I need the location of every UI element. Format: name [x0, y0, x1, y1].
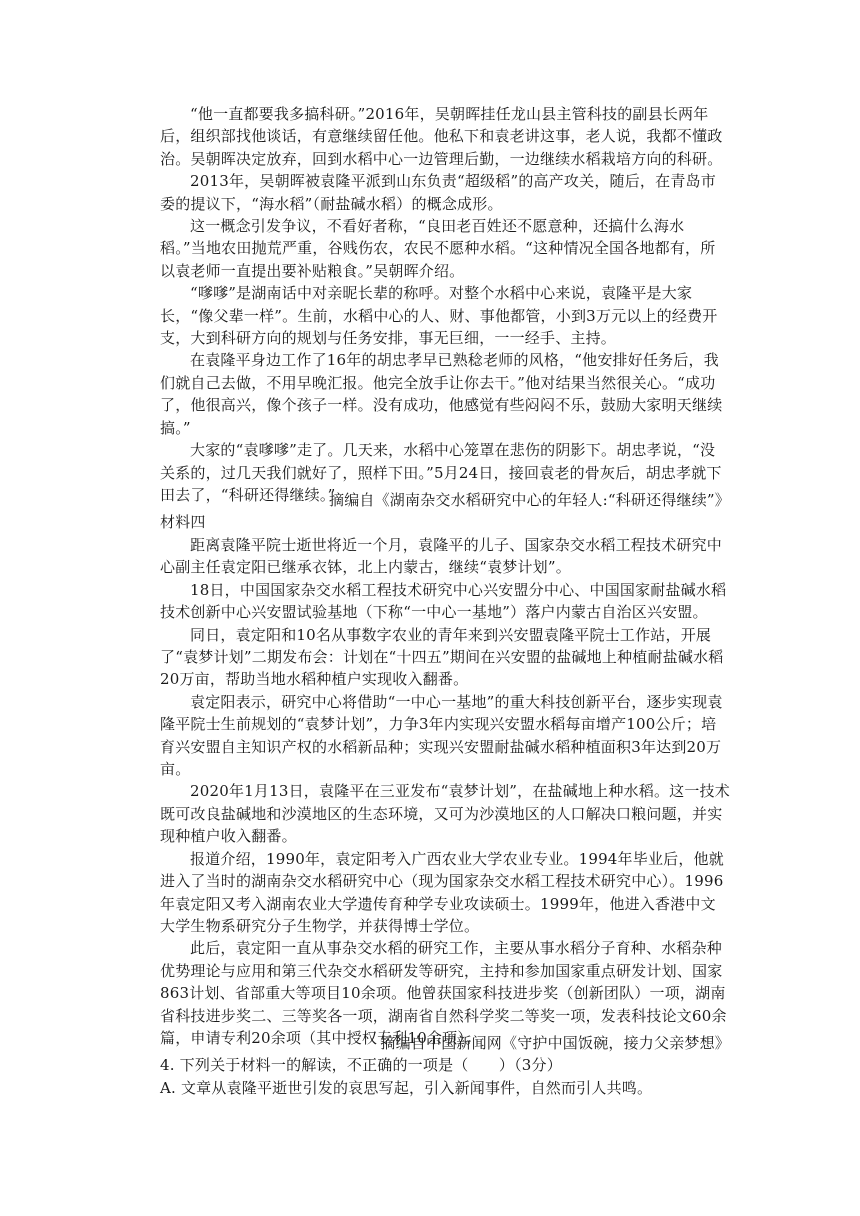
- paragraph: 报道介绍，1990年，袁定阳考入广西农业大学农业专业。1994年毕业后，他就进入了当时的湖南杂交水稻研究中心（现为国家杂交水稻工程技术研究中心）。1996年袁定阳又考入湖南农业大学遗传育种学专业攻读硕士。1999年，他进入香港中文大学生物系研究分子生物学，并获得博士学位。: [160, 849, 724, 935]
- paragraph: 大家的“袁嗲嗲”走了。几天来，水稻中心笼罩在悲伤的阴影下。胡忠孝说，“没关系的，过几天我们就好了，照样下田。”5月24日，接回袁老的骨灰后，胡忠孝就下田去了，“科研还得继续。”: [160, 441, 722, 504]
- material-three-section: [160, 103, 730, 506]
- answer-option-a: A. 文章从袁隆平逝世引发的哀思写起，引入新闻事件，自然而引人共鸣。: [160, 1078, 653, 1097]
- paragraph: “嗲嗲”是湖南话中对亲昵长辈的称呼。对整个水稻中心来说，袁隆平是大家长，“像父辈一样”。生前，水稻中心的人、财、事他都管，小到3万元以上的经费开支，大到科研方向的规划与任务安排，事无巨细，一一经手、主持。: [160, 284, 718, 348]
- material-four-section: [160, 534, 730, 1049]
- paragraph: 在袁隆平身边工作了16年的胡忠孝早已熟稔老师的风格，“他安排好任务后，我们就自己去做，不用早晚汇报。他完全放手让你去干。”他对结果当然很关心。“成功了，他很高兴，像个孩子一样。没有成功，他感觉有些闷闷不乐，鼓励大家明天继续搞。”: [160, 351, 723, 437]
- paragraph: 距离袁隆平院士逝世将近一个月，袁隆平的儿子、国家杂交水稻工程技术研究中心副主任袁定阳已继承衣钵，北上内蒙古，继续“袁梦计划”。: [160, 536, 723, 577]
- paragraph: 2013年，吴朝晖被袁隆平派到山东负责“超级稻”的高产攻关，随后，在青岛市委的提议下，“海水稻”（耐盐碱水稻）的概念成形。: [160, 172, 716, 213]
- material-heading: 材料四: [160, 513, 206, 532]
- paragraph: 同日，袁定阳和10名从事数字农业的青年来到兴安盟袁隆平院士工作站，开展了“袁梦计划”二期发布会：计划在“十四五”期间在兴安盟的盐碱地上种植耐盐碱水稻20万亩，帮助当地水稻种植户实现收入翻番。: [160, 625, 724, 689]
- question-stem: 4. 下列关于材料一的解读，不正确的一项是（ ）（3分）: [160, 1056, 562, 1075]
- paragraph: 18日，中国国家杂交水稻工程技术研究中心兴安盟分中心、中国国家耐盐碱水稻技术创新中心兴安盟试验基地（下称“一中心一基地”）落户内蒙古自治区兴安盟。: [160, 580, 727, 622]
- source-citation: 摘编自中国新闻网《守护中国饭碗，接力父亲梦想》: [380, 1034, 730, 1052]
- paragraph: 2020年1月13日，袁隆平在三亚发布“袁梦计划”，在盐碱地上种水稻。这一技术既可改良盐碱地和沙漠地区的生态环境，又可为沙漠地区的人口解决口粮问题，并实现种植户收入翻番。: [160, 782, 730, 846]
- paragraph: “他一直都要我多搞科研。”2016年，吴朝晖挂任龙山县主管科技的副县长两年后，组织部找他谈话，有意继续留任他。他私下和袁老讲这事，老人说，我都不懂政治。吴朝晖决定放弃，回到水稻中心一边管理后勤，一边继续水稻栽培方向的科研。: [160, 105, 723, 168]
- question-block: [160, 1032, 730, 1099]
- paragraph: 这一概念引发争议，不看好者称，“良田老百姓还不愿意种，还搞什么海水稻。”当地农田抛荒严重，谷贱伤农，农民不愿种水稻。“这种情况全国各地都有，所以袁老师一直提出要补贴粮食。”吴朝晖介绍。: [160, 217, 716, 280]
- material-three-source-block: [160, 489, 730, 534]
- paragraph: 此后，袁定阳一直从事杂交水稻的研究工作，主要从事水稻分子育种、水稻杂种优势理论与应用和第三代杂交水稻研发等研究，主持和参加国家重点研发计划、国家863计划、省部重大等项目10余项。他曾获国家科技进步奖（创新团队）一项，湖南省科技进步奖二、三等奖各一项，湖南省自然科学奖二等奖一项，发表科技论文60余篇，申请专利20余项（其中授权专利10余项）。: [160, 939, 727, 1047]
- paragraph: 袁定阳表示，研究中心将借助“一中心一基地”的重大科技创新平台，逐步实现袁隆平院士生前规划的“袁梦计划”，力争3年内实现兴安盟水稻每亩增产100公斤；培育兴安盟自主知识产权的水稻新品种；实现兴安盟耐盐碱水稻种植面积3年达到20万亩。: [160, 692, 723, 779]
- source-citation: 摘编自《湖南杂交水稻研究中心的年轻人:“科研还得继续”》: [329, 491, 730, 509]
